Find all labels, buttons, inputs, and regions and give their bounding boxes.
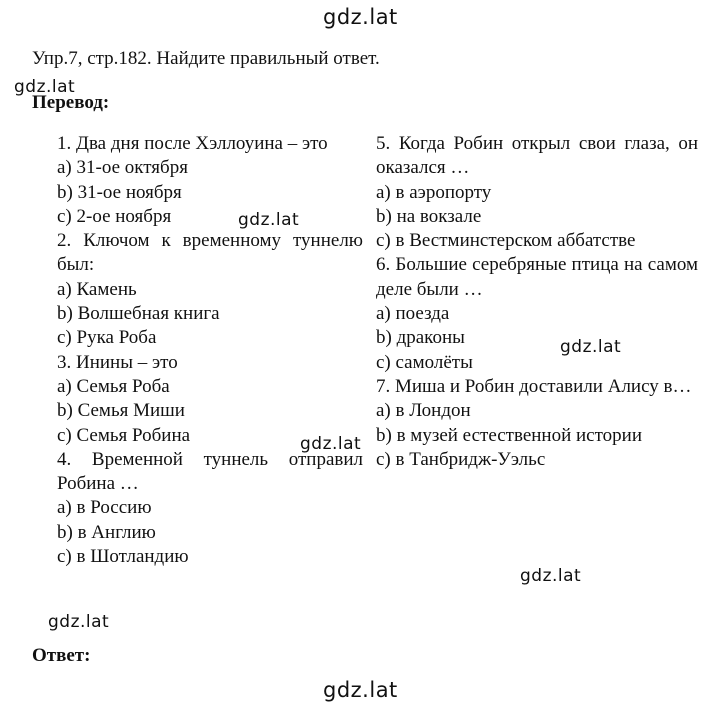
watermark-mid-right: gdz.lat — [560, 337, 622, 357]
question-1-option-b: b) 31-ое ноября — [57, 181, 182, 203]
question-4-option-b: b) в Англию — [57, 521, 156, 543]
question-4: 4. Временной туннель отправил Робина … — [57, 448, 363, 495]
question-5-option-b: b) на вокзале — [376, 205, 482, 227]
translation-label: Перевод: — [32, 92, 110, 113]
question-3-option-a: a) Семья Роба — [57, 375, 170, 397]
question-1: 1. Два дня после Хэллоуина – это — [57, 133, 328, 154]
question-4-option-a: a) в Россию — [57, 497, 152, 519]
watermark-center: gdz.lat — [300, 434, 362, 454]
question-7: 7. Миша и Робин доставили Алису в… — [376, 375, 692, 397]
right-column — [376, 132, 698, 472]
watermark-mid-left: gdz.lat — [238, 210, 300, 230]
question-5-option-c: c) в Вестминстерском аббатстве — [376, 230, 636, 252]
watermark-lower-left: gdz.lat — [48, 612, 110, 632]
question-3-option-c: c) Семья Робина — [57, 424, 191, 446]
question-3-option-b: b) Семья Миши — [57, 400, 185, 422]
question-6: 6. Большие серебряные птица на самом деле были … — [376, 254, 698, 300]
question-5: 5. Когда Робин открыл свои глаза, он оказался … — [376, 133, 698, 179]
question-4-option-c: c) в Шотландию — [57, 546, 189, 568]
question-2: 2. Ключом к временному туннелю был: — [57, 230, 363, 276]
question-1-option-c: c) 2-ое ноября — [57, 205, 172, 227]
watermark-top: gdz.lat — [323, 5, 398, 29]
watermark-bottom: gdz.lat — [323, 678, 398, 702]
answer-label: Ответ: — [32, 645, 91, 666]
question-6-option-c: c) самолёты — [376, 351, 473, 373]
question-6-option-b: b) драконы — [376, 327, 465, 349]
question-7-option-c: c) в Танбридж-Уэльс — [376, 448, 546, 470]
question-2-option-b: b) Волшебная книга — [57, 303, 220, 325]
question-7-option-a: a) в Лондон — [376, 400, 471, 422]
question-6-option-a: a) поезда — [376, 303, 450, 325]
question-2-option-c: c) Рука Роба — [57, 327, 157, 349]
exercise-title: Упр.7, стр.182. Найдите правильный ответ. — [32, 48, 380, 69]
question-3: 3. Инины – это — [57, 351, 178, 373]
question-2-option-a: a) Камень — [57, 278, 137, 300]
question-1-option-a: a) 31-ое октября — [57, 157, 188, 179]
question-7-option-b: b) в музей естественной истории — [376, 424, 642, 446]
watermark-left: gdz.lat — [14, 77, 76, 97]
question-5-option-a: a) в аэропорту — [376, 181, 492, 203]
watermark-lower-right: gdz.lat — [520, 566, 582, 586]
left-column — [57, 132, 363, 569]
